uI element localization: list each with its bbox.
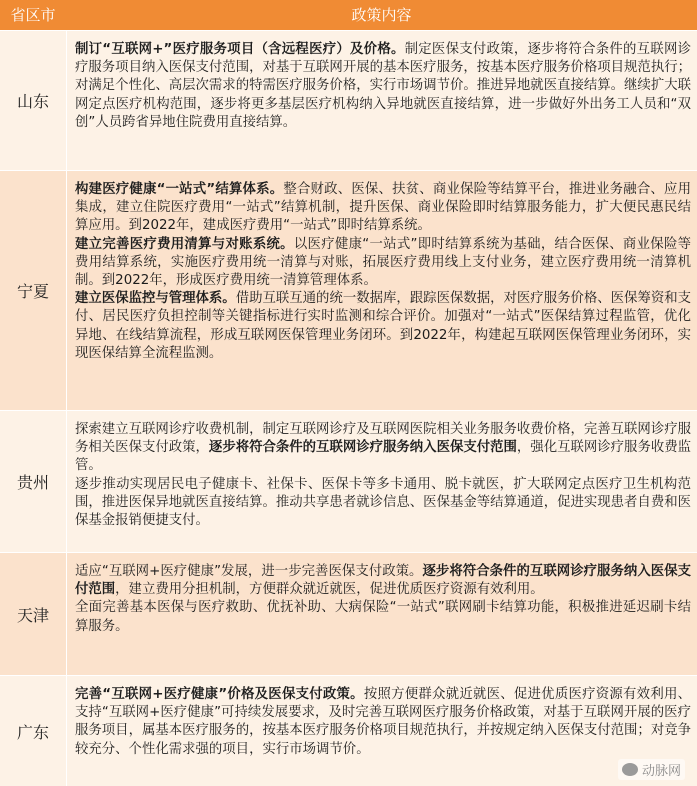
policy-highlight: 逐步将符合条件的互联网诊疗服务纳入医保支付范围 — [75, 564, 692, 598]
region-cell: 山东 — [0, 31, 67, 170]
policy-text: ，建立费用分担机制，方便群众就近就医，促进优质医疗资源有效利用。 — [115, 582, 544, 598]
policy-cell — [75, 41, 691, 132]
policy-paragraph — [75, 563, 691, 599]
policy-highlight: 建立完善医疗费用清算与对账系统。 — [75, 236, 294, 252]
policy-paragraph — [75, 181, 691, 236]
policy-cell — [75, 421, 691, 530]
policy-paragraph — [75, 41, 691, 132]
region-cell: 天津 — [0, 553, 67, 675]
policy-paragraph — [75, 686, 691, 759]
header-region: 省区市 — [10, 6, 56, 24]
policy-highlight: 制订“互联网+”医疗服务项目（含远程医疗）及价格。 — [75, 42, 405, 57]
policy-text: 探索建立互联网诊疗收费机制，制定互联网诊疗及互联网医院相关业务服务收费价格，完善互联网诊疗服务相关医保支付政策， — [75, 422, 691, 456]
watermark — [618, 759, 685, 780]
policy-text: 全面完善基本医保与医疗救助、优抚补助、大病保险“一站式”联网刷卡结算功能，积极推进延迟刷卡结算服务。 — [75, 600, 691, 634]
policy-paragraph — [75, 236, 691, 291]
policy-text: ，强化互联网诊疗服务收费监管。 — [75, 440, 692, 474]
policy-paragraph — [75, 290, 691, 363]
header-policy: 政策内容 — [351, 6, 412, 24]
policy-text: 借助互联互通的统一数据库，跟踪医保数据，对医疗服务价格、医保筹资和支付、居民医疗负担控制等关键指标进行实时监测和综合评价。加强对“一站式”医保结算过程监管，优化异地、在线结算流程，形成互联网医保管理业务闭环。到2022年，构建起互联网医保管理业务闭环，实现医保结算全流程监测。 — [75, 291, 692, 361]
policy-paragraph — [75, 599, 691, 635]
table-row — [0, 170, 697, 410]
watermark-text: 动脉网 — [641, 764, 681, 779]
policy-highlight: 完善“互联网+医疗健康”价格及医保支付政策。 — [75, 687, 364, 702]
policy-highlight: 构建医疗健康“一站式”结算体系。 — [75, 182, 284, 197]
policy-text: 整合财政、医保、扶贫、商业保险等结算平台，推进业务融合、应用集成，建立住院医疗费用“一站式”结算机制，提升医保、商业保险即时结算服务能力，扩大便民惠民结算应用。到2022年，建成医疗费用“一站式”即时结算系统。 — [75, 182, 691, 234]
policy-cell — [75, 563, 691, 636]
policy-paragraph — [75, 476, 691, 531]
region-cell: 贵州 — [0, 411, 67, 552]
region-cell: 广东 — [0, 676, 67, 786]
policy-highlight: 逐步将符合条件的互联网诊疗服务纳入医保支付范围 — [208, 440, 517, 456]
policy-cell — [75, 686, 691, 759]
policy-text: 适应“互联网+医疗健康”发展，进一步完善医保支付政策。 — [75, 564, 423, 579]
policy-text: 以医疗健康“一站式”即时结算系统为基础，结合医保、商业保险等费用结算系统，实施医疗费用统一清算与对账，拓展医疗费用线上支付业务，建立医疗费用统一清算机制。到2022年，形成医疗费用统一清算管理体系。 — [75, 236, 692, 289]
table-row — [0, 552, 697, 675]
table-row — [0, 675, 697, 786]
table-row — [0, 410, 697, 552]
policy-cell — [75, 181, 691, 363]
policy-text: 按照方便群众就近就医、促进优质医疗资源有效利用、支持“互联网+医疗健康”可持续发展要求，及时完善互联网医疗服务价格政策，对基于互联网开展的医疗服务项目，属基本医疗服务的，按基本医疗服务价格项目规范执行，并按规定纳入医保支付范围；对竞争较充分、个性化需求强的项目，实行市场调节价。 — [75, 687, 691, 757]
policy-paragraph — [75, 421, 691, 476]
region-cell: 宁夏 — [0, 171, 67, 410]
wechat-icon — [622, 763, 638, 776]
table-row — [0, 30, 697, 170]
table-header — [0, 0, 697, 30]
policy-highlight: 建立医保监控与管理体系。 — [75, 291, 236, 307]
policy-text: 制定医保支付政策，逐步将符合条件的互联网诊疗服务项目纳入医保支付范围，对基于互联网开展的基本医疗服务，按基本医疗服务价格项目规范执行；对满足个性化、高层次需求的特需医疗服务价格，实行市场调节价。推进异地就医直接结算。继续扩大联网定点医疗机构范围，逐步将更多基层医疗机构纳入异地就医直接结算，进一步做好外出务工人员和“双创”人员跨省异地住院费用直接结算。 — [75, 42, 691, 130]
policy-text: 逐步推动实现居民电子健康卡、社保卡、医保卡等多卡通用、脱卡就医，扩大联网定点医疗卫生机构范围，推进医保异地就医直接结算。推动共享患者就诊信息、医保基金等结算通道，促进实现患者自费和医保基金报销便捷支付。 — [75, 476, 691, 529]
